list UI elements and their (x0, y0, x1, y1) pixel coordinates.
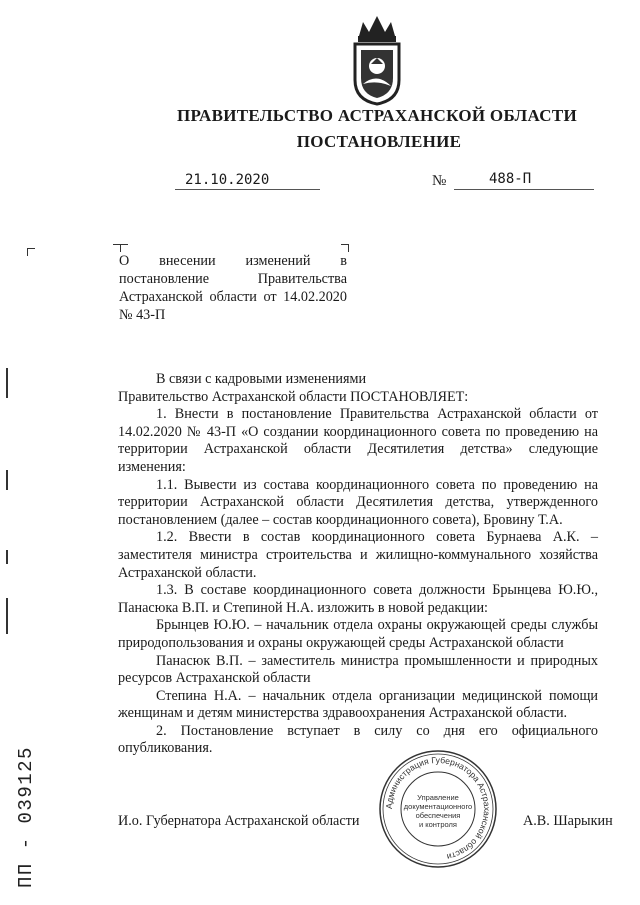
signatory-name: А.В. Шарыкин (523, 813, 613, 829)
serial-text: ПП - 039125 (15, 746, 37, 888)
body-paragraph: В связи с кадровыми изменениями (156, 371, 367, 387)
body-paragraph: 1.1. Вывести из состава координационного совета по проведению на территории Астраханской области Десятилетия детства, утвержденного постановлением (далее – состав координационного совета), Бровину Т.А. (118, 476, 598, 528)
office-stamp (377, 748, 499, 870)
body-paragraph: 1.3. В составе координационного совета должности Брынцева Ю.Ю., Панасюка В.П. и Степиной Н.А. изложить в новой редакции: (118, 582, 598, 616)
document-type-title: ПОСТАНОВЛЕНИЕ (296, 132, 462, 151)
number-sign: № (432, 173, 447, 189)
body-paragraph: 2. Постановление вступает в силу со дня его официального опубликования. (118, 722, 598, 757)
document-body (118, 371, 598, 758)
body-paragraph: Брынцев Ю.Ю. – начальник отдела охраны окружающей среды службы природопользования и охраны окружающей среды Астраханской области (118, 617, 598, 651)
document-number: 488-П (489, 171, 532, 187)
number-underline (454, 189, 594, 190)
date-underline (175, 189, 320, 190)
body-paragraph: 1. Внести в постановление Правительства Астраханской области от 14.02.2020 № 43-П «О создании координационного совета по проведению на территории Астраханской области Десятилетия детства» следующие изменения: (118, 406, 598, 475)
body-paragraph: Степина Н.А. – начальник отдела организации медицинской помощи женщинам и детям министерства здравоохранения Астраханской области. (118, 687, 598, 722)
document-subject: О внесении изменений в постановление Правительства Астраханской области от 14.02.2020 № 43-П (119, 253, 347, 323)
stamp-center-line: и контроля (418, 820, 458, 829)
margin-mark (6, 470, 8, 490)
corner-mark (27, 248, 35, 256)
signatory-position: И.о. Губернатора Астраханской области (118, 813, 360, 829)
margin-mark (6, 550, 8, 564)
stamp-center-line: обеспечения (415, 811, 461, 820)
corner-mark (341, 244, 349, 252)
serial-number (4, 710, 44, 890)
body-paragraph: 1.2. Ввести в состав координационного совета Бурнаева А.К. – заместителя министра строительства и жилищно-коммунального хозяйства Астраханской области. (118, 529, 598, 581)
stamp-ring-text: Администрация Губернатора Астраханской области (383, 754, 493, 863)
stamp-center-line: документационного (403, 802, 473, 811)
document-date: 21.10.2020 (185, 172, 270, 188)
body-paragraph: Правительство Астраханской области ПОСТАНОВЛЯЕТ: (118, 388, 469, 405)
margin-mark (6, 368, 8, 398)
corner-mark (120, 244, 128, 252)
government-title: ПРАВИТЕЛЬСТВО АСТРАХАНСКОЙ ОБЛАСТИ (177, 106, 577, 125)
margin-mark (6, 598, 8, 634)
stamp-center-line: Управление (417, 793, 459, 802)
body-paragraph: Панасюк В.П. – заместитель министра промышленности и природных ресурсов Астраханской области (118, 652, 598, 687)
coat-of-arms-icon (347, 14, 407, 106)
